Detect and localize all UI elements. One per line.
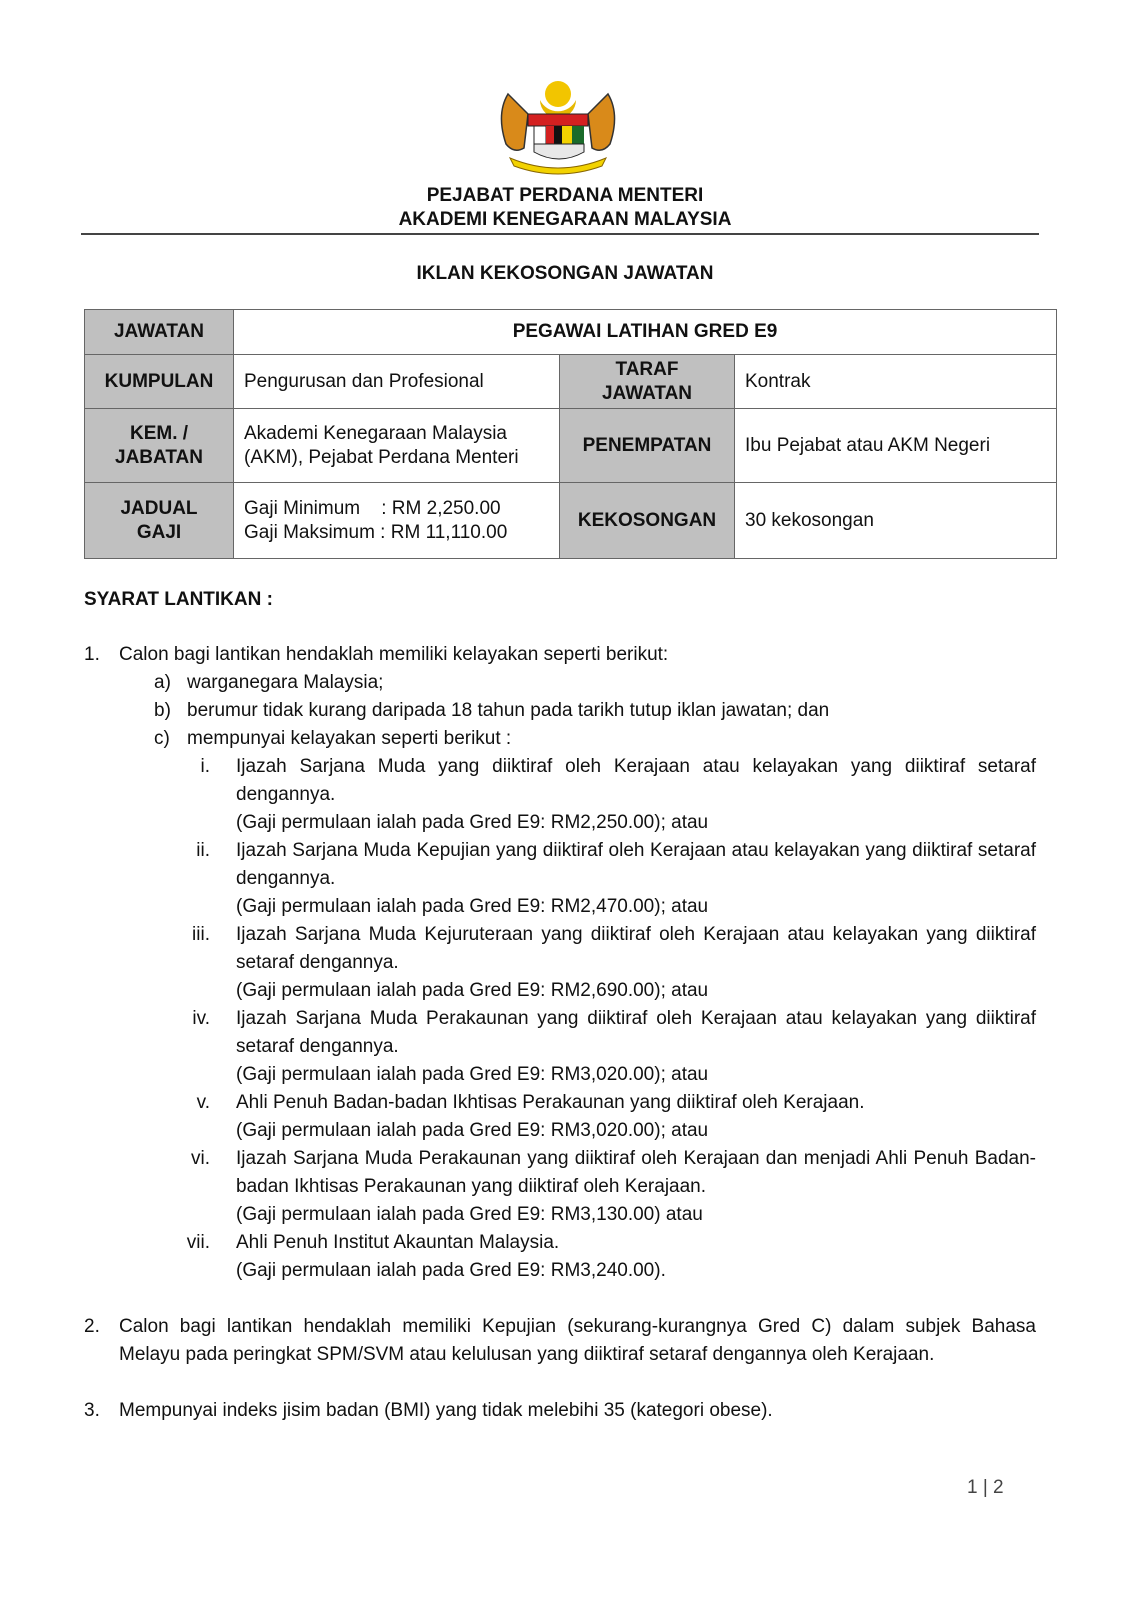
row-jadual-gaji [85,483,1057,559]
row-kem-jabatan [85,409,1057,483]
value-kekosongan: 30 kekosongan [735,483,1057,559]
value-taraf-jawatan: Kontrak [735,355,1057,409]
label-kem-line1: KEM. / [129,422,189,444]
sub-item-c [84,725,1036,753]
item-text: Calon bagi lantikan hendaklah memiliki Kepujian (sekurang-kurangnya Gred C) dalam subjek Bahasa Melayu pada peringkat SPM/SVM atau kelulusan yang diiktiraf setaraf dengannya oleh Kerajaan. [119,1316,1036,1365]
org-line-1: PEJABAT PERDANA MENTERI [426,185,704,206]
qual-marker: vii. [186,1232,210,1253]
sub-text: berumur tidak kurang daripada 18 tahun pada tarikh tutup iklan jawatan; dan [187,700,830,721]
qual-text: Ijazah Sarjana Muda yang diiktiraf oleh Kerajaan atau kelayakan yang diiktiraf setaraf dengannya. [236,756,1036,805]
qual-item-vi [84,1145,1036,1229]
label-gaji-line2: GAJI [136,521,182,543]
label-kem-line2: JABATAN [115,446,203,468]
qual-text: Ijazah Sarjana Muda Kejuruteraan yang diiktiraf oleh Kerajaan atau kelayakan yang diiktiraf setaraf dengannya. [236,924,1036,973]
item-text: Calon bagi lantikan hendaklah memiliki kelayakan seperti berikut: [119,644,669,665]
label-taraf-jawatan [560,355,735,409]
coat-of-arms-icon [488,74,628,178]
syarat-list [84,641,1036,1425]
value-kem-line1: Akademi Kenegaraan Malaysia [244,422,507,444]
section-heading-syarat: SYARAT LANTIKAN : [84,589,273,610]
qual-marker: i. [200,756,210,777]
qual-marker: ii. [196,840,210,861]
sub-item-b [84,697,1036,725]
qual-gaji: (Gaji permulaan ialah pada Gred E9: RM2,470.00); atau [236,896,709,917]
qual-item-v [84,1089,1036,1145]
label-kekosongan: KEKOSONGAN [560,483,735,559]
page-title: IKLAN KEKOSONGAN JAWATAN [416,263,714,284]
value-jadual-gaji [234,483,560,559]
gaji-minimum: Gaji Minimum : RM 2,250.00 [244,497,501,519]
qual-gaji: (Gaji permulaan ialah pada Gred E9: RM3,240.00). [236,1260,666,1281]
org-line-2: AKADEMI KENEGARAAN MALAYSIA [398,209,732,230]
qual-gaji: (Gaji permulaan ialah pada Gred E9: RM3,130.00) atau [236,1204,703,1225]
page-number: 1 | 2 [967,1477,1004,1498]
qual-gaji: (Gaji permulaan ialah pada Gred E9: RM3,020.00); atau [236,1064,709,1085]
qual-gaji: (Gaji permulaan ialah pada Gred E9: RM2,690.00); atau [236,980,709,1001]
sub-marker: b) [154,700,171,721]
row-jawatan [85,310,1057,355]
qual-item-i [84,753,1036,837]
value-jawatan: PEGAWAI LATIHAN GRED E9 [234,310,1057,355]
item-number: 2. [84,1316,100,1337]
label-jawatan: JAWATAN [85,310,234,355]
qual-text: Ijazah Sarjana Muda Perakaunan yang diiktiraf oleh Kerajaan atau kelayakan yang diiktiraf setaraf dengannya. [236,1008,1036,1057]
value-kem-line2: (AKM), Pejabat Perdana Menteri [244,446,519,468]
item-number: 1. [84,644,100,665]
qual-gaji: (Gaji permulaan ialah pada Gred E9: RM2,250.00); atau [236,812,709,833]
value-kem-jabatan [234,409,560,483]
qual-marker: iv. [192,1008,210,1029]
qual-marker: iii. [192,924,210,945]
item-text: Mempunyai indeks jisim badan (BMI) yang tidak melebihi 35 (kategori obese). [119,1400,773,1421]
qual-marker: vi. [191,1148,210,1169]
qual-item-vii [84,1229,1036,1285]
header-divider [81,233,1039,235]
label-taraf-line1: TARAF [615,358,679,380]
qual-text: Ijazah Sarjana Muda Perakaunan yang diiktiraf oleh Kerajaan dan menjadi Ahli Penuh Badan-badan Ikhtisas Perakaunan yang diiktiraf oleh Kerajaan. [236,1148,1036,1197]
syarat-item-3 [84,1397,1036,1425]
qual-text: Ahli Penuh Badan-badan Ikhtisas Perakaunan yang diiktiraf oleh Kerajaan. [236,1092,865,1113]
sub-marker: a) [154,672,171,693]
row-kumpulan [85,355,1057,409]
label-gaji-line1: JADUAL [120,497,198,519]
value-kumpulan: Pengurusan dan Profesional [234,355,560,409]
qual-text: Ahli Penuh Institut Akauntan Malaysia. [236,1232,560,1253]
label-taraf-line2: JAWATAN [601,382,693,404]
label-kumpulan: KUMPULAN [85,355,234,409]
qual-gaji: (Gaji permulaan ialah pada Gred E9: RM3,020.00); atau [236,1120,709,1141]
qual-text: Ijazah Sarjana Muda Kepujian yang diiktiraf oleh Kerajaan atau kelayakan yang diiktiraf setaraf dengannya. [236,840,1036,889]
sub-marker: c) [154,728,170,749]
sub-text: warganegara Malaysia; [187,672,384,693]
job-info-table [84,309,1057,559]
label-kem-jabatan [85,409,234,483]
sub-text: mempunyai kelayakan seperti berikut : [187,728,512,749]
syarat-item-1 [84,641,1036,669]
value-penempatan: Ibu Pejabat atau AKM Negeri [735,409,1057,483]
qual-item-iv [84,1005,1036,1089]
qual-item-iii [84,921,1036,1005]
gaji-maksimum: Gaji Maksimum : RM 11,110.00 [244,521,508,543]
qual-marker: v. [196,1092,210,1113]
syarat-item-2 [84,1313,1036,1369]
item-number: 3. [84,1400,100,1421]
label-jadual-gaji [85,483,234,559]
label-penempatan: PENEMPATAN [560,409,735,483]
qual-item-ii [84,837,1036,921]
sub-item-a [84,669,1036,697]
